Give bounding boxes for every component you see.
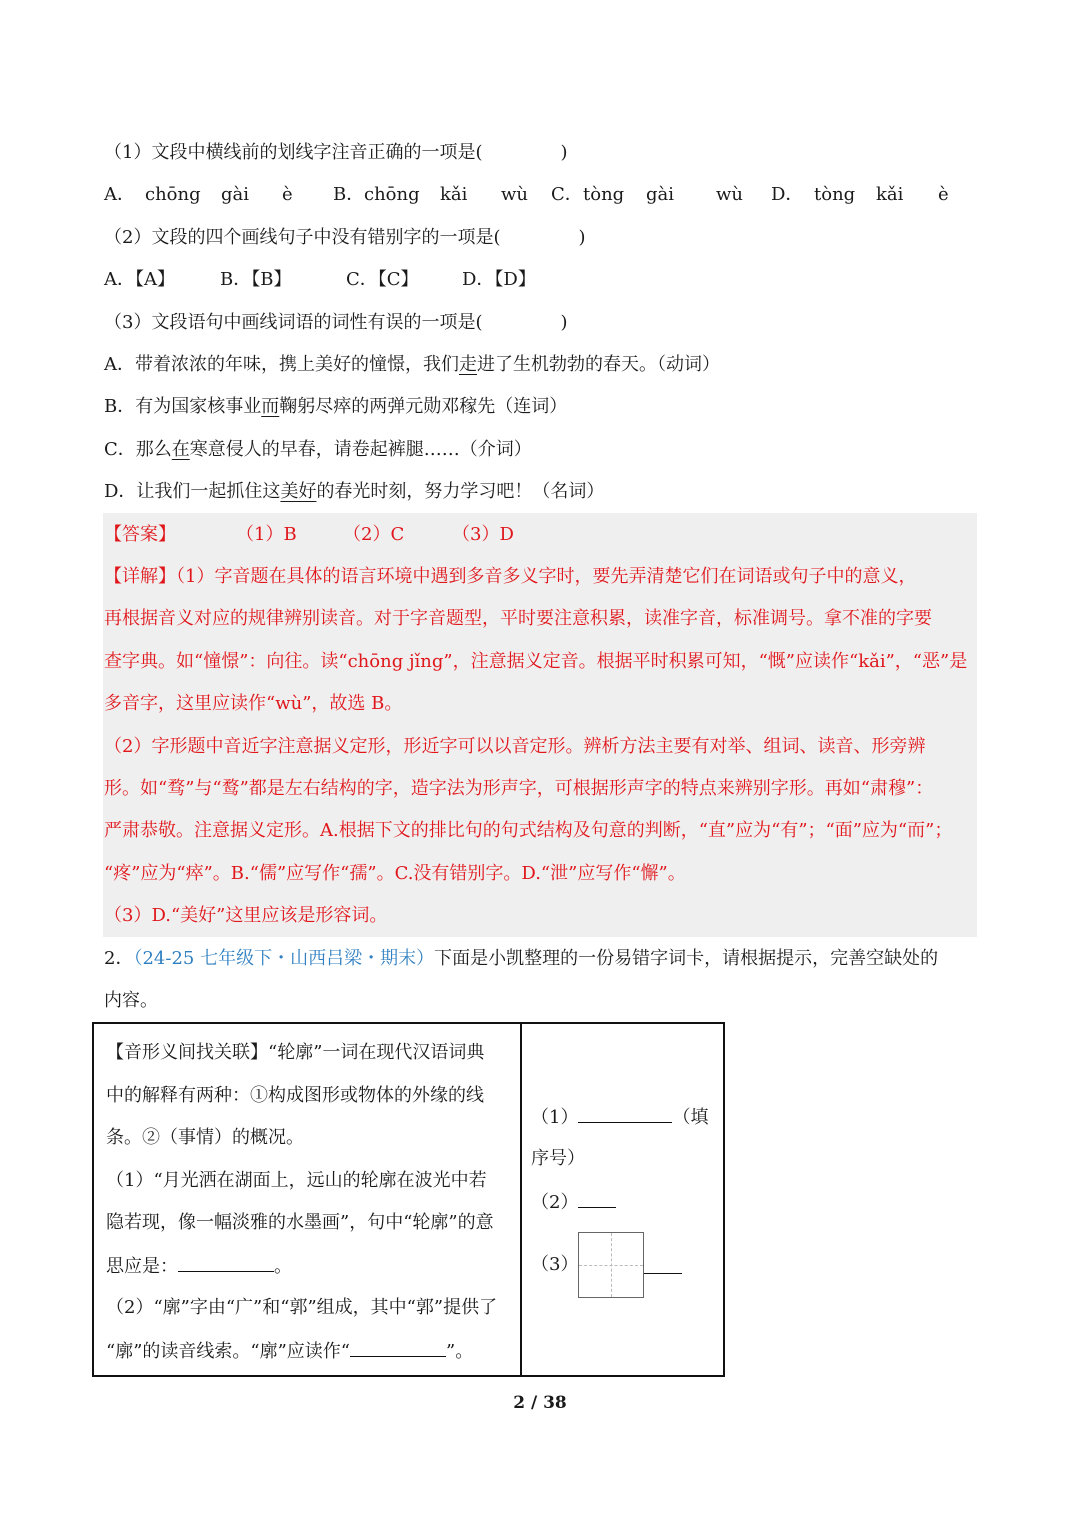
detail-line-5: （2）字形题中音近字注意据义定形，形近字可以以音定形。辨析方法主要有对举、组词、读音、形旁辨: [104, 736, 926, 757]
blank-3[interactable]: [644, 1273, 682, 1274]
detail-line-7: 严肃恭敬。注意据义定形。A.根据下文的排比句的句式结构及句意的判断，“直”应为“有”；“面”应为“而”；: [104, 820, 953, 841]
blank-meaning[interactable]: [178, 1253, 274, 1272]
q1-option-c: C．: [551, 184, 583, 205]
page-number: 2 / 38: [513, 1393, 567, 1413]
q1-sub2-option-b: B．【B】: [220, 269, 292, 290]
q1-option-b-2: kǎi: [440, 184, 468, 205]
card-left-line: 条。②（事情）的概况。: [106, 1127, 304, 1148]
q1-option-d-1: tòng: [814, 184, 856, 205]
card-divider: [520, 1024, 522, 1375]
detail-line-2: 再根据音义对应的规律辨别读音。对于字音题型，平时要注意积累，读准字音，标准调号。拿不准的字要: [104, 608, 932, 629]
character-grid[interactable]: [578, 1232, 644, 1298]
q1-sub2: （2）文段的四个画线句子中没有错别字的一项是( ): [104, 227, 586, 248]
q1-option-a-1: chōng: [145, 184, 201, 205]
blank-number[interactable]: [578, 1104, 672, 1123]
card-left-line: 【音形义间找关联】“轮廓”一词在现代汉语词典: [106, 1042, 485, 1063]
q1-sub3-option-a: A．带着浓浓的年味，携上美好的憧憬，我们走进了生机勃勃的春天。（动词）: [104, 354, 720, 375]
q1-sub2-option-a: A．【A】: [104, 269, 175, 290]
q1-option-a-3: è: [282, 184, 293, 205]
card-right-3: （3）: [531, 1254, 579, 1275]
q1-option-d-2: kǎi: [876, 184, 904, 205]
card-right-2: （2）: [531, 1189, 616, 1216]
blank-pronunciation[interactable]: [350, 1338, 446, 1357]
card-left-line: （1）“月光洒在湖面上，远山的轮廓在波光中若: [106, 1170, 487, 1191]
answer-value-2: （2）C: [343, 524, 405, 545]
grid-guide-v: [611, 1233, 612, 1297]
blank-2[interactable]: [578, 1189, 616, 1208]
detail-line-6: 形。如“骛”与“鹜”都是左右结构的字，造字法为形声字，可根据形声字的特点来辨别字形。再如“肃穆”：: [104, 778, 934, 799]
card-left-line: 思应是： 。: [106, 1253, 292, 1280]
q1-option-b-3: wù: [501, 184, 528, 205]
q1-sub3: （3）文段语句中画线词语的词性有误的一项是( ): [104, 312, 568, 333]
card-left-line: 隐若现，像一幅淡雅的水墨画”，句中“轮廓”的意: [106, 1212, 494, 1233]
q1-sub2-option-c: C．【C】: [346, 269, 419, 290]
word-card: [92, 1022, 725, 1377]
q2-stem-cont: 内容。: [104, 990, 158, 1011]
card-left-line: 中的解释有两种：①构成图形或物体的外缘的线: [106, 1085, 484, 1106]
detail-line-4: 多音字，这里应读作“wù”，故选 B。: [104, 693, 403, 714]
answer-value-1: （1）B: [236, 524, 297, 545]
q1-option-c-2: gài: [646, 184, 675, 205]
q1-sub3-option-d: D．让我们一起抓住这美好的春光时刻，努力学习吧！（名词）: [104, 481, 605, 502]
q1-option-a-2: gài: [221, 184, 250, 205]
card-right-1b: 序号）: [531, 1148, 585, 1169]
q1-sub2-option-d: D．【D】: [462, 269, 536, 290]
q1-option-d-3: è: [938, 184, 949, 205]
q1-sub3-option-c: C．那么在寒意侵人的早春，请卷起裤腿……（介词）: [104, 439, 532, 460]
q1-option-c-3: wù: [716, 184, 743, 205]
detail-line-9: （3）D.“美好”这里应该是形容词。: [104, 905, 388, 926]
card-left-line: “廓”的读音线索。“廓”应读作“ ”。: [106, 1338, 473, 1365]
q1-option-a: A．: [104, 184, 135, 205]
detail-line-8: “疼”应为“瘁”。B.“儒”应写作“孺”。C.没有错别字。D.“泄”应写作“懈”。: [104, 863, 686, 884]
q1-sub3-option-b: B．有为国家核事业而鞠躬尽瘁的两弹元勋邓稼先（连词）: [104, 396, 568, 417]
card-left-line: （2）“廓”字由“广”和“郭”组成，其中“郭”提供了: [106, 1297, 498, 1318]
q1-option-b: B．: [333, 184, 365, 205]
card-right-1: （1） （填: [531, 1104, 708, 1131]
q1-option-b-1: chōng: [364, 184, 420, 205]
detail-line-3: 查字典。如“憧憬”：向往。读“chōng jǐng”，注意据义定音。根据平时积累可知，“慨”应读作“kǎi”，“恶”是: [104, 651, 968, 672]
q1-option-d: D．: [771, 184, 804, 205]
q2-stem: 2．（24-25 七年级下・山西吕梁・期末）下面是小凯整理的一份易错字词卡，请根据提示，完善空缺处的: [104, 948, 939, 969]
answer-value-3: （3）D: [452, 524, 514, 545]
detail-line-1: 【详解】（1）字音题在具体的语言环境中遇到多音多义字时，要先弄清楚它们在词语或句子中的意义，: [104, 566, 917, 587]
answer-line: 【答案】: [104, 524, 176, 545]
q1-sub1: （1）文段中横线前的划线字注音正确的一项是( ): [104, 142, 568, 163]
q1-option-c-1: tòng: [583, 184, 625, 205]
